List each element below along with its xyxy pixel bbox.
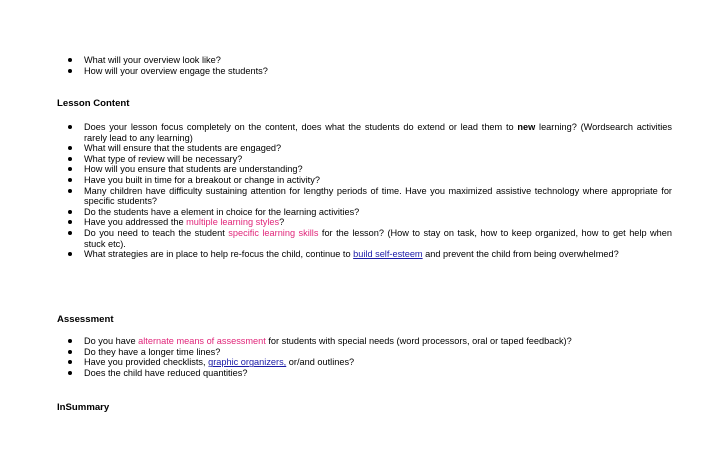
lesson-content-heading: Lesson Content xyxy=(57,98,130,109)
graphic-organizers-link[interactable]: graphic organizers, xyxy=(208,357,287,368)
list-item: What will ensure that the students are engaged? xyxy=(68,143,672,154)
list-item: Have you addressed the multiple learning styles? xyxy=(68,217,672,228)
bullet-icon xyxy=(68,58,72,62)
lesson-content-list xyxy=(68,122,672,260)
bullet-icon xyxy=(68,210,72,214)
bullet-icon xyxy=(68,339,72,343)
specific-learning-skills-highlight: specific learning skills xyxy=(228,227,319,238)
list-item: Does the child have reduced quantities? xyxy=(68,368,672,379)
bullet-icon xyxy=(68,69,72,73)
summary-heading: InSummary xyxy=(57,402,110,413)
bullet-icon xyxy=(68,157,72,161)
list-item: Does your lesson focus completely on the content, does what the students do extend or lead them to new learning? (Wordsearch activities rarely lead to any learning) xyxy=(68,122,672,143)
list-item: Do you need to teach the student specific learning skills for the lesson? (How to stay on task, how to keep organized, how to get help when stuck etc). xyxy=(68,228,672,249)
list-item: Do the students have a element in choice for the learning activities? xyxy=(68,207,672,218)
list-item: What type of review will be necessary? xyxy=(68,154,672,165)
bullet-icon xyxy=(68,360,72,364)
list-item: What strategies are in place to help re-focus the child, continue to build self-esteem and prevent the child from being overwhelmed? xyxy=(68,249,672,260)
list-item: Do they have a longer time lines? xyxy=(68,347,672,358)
bullet-icon xyxy=(68,371,72,375)
list-item: Have you provided checklists, graphic organizers, or/and outlines? xyxy=(68,357,672,368)
list-item: What will your overview look like? xyxy=(68,55,672,66)
bullet-icon xyxy=(68,167,72,171)
assessment-list xyxy=(68,336,672,378)
list-item: Many children have difficulty sustaining attention for lengthy periods of time. Have you maximized assistive technology where appropriate for specific students? xyxy=(68,186,672,207)
intro-list xyxy=(68,55,672,76)
bullet-icon xyxy=(68,252,72,256)
build-self-esteem-link[interactable]: build self-esteem xyxy=(353,249,423,260)
bullet-icon xyxy=(68,125,72,129)
list-item: How will you ensure that students are understanding? xyxy=(68,164,672,175)
bullet-icon xyxy=(68,178,72,182)
list-item: How will your overview engage the students? xyxy=(68,66,672,77)
alternate-assessment-highlight: alternate means of assessment xyxy=(138,336,266,346)
bullet-icon xyxy=(68,350,72,354)
bullet-icon xyxy=(68,220,72,224)
list-item: Do you have alternate means of assessment for students with special needs (word processors, oral or taped feedback)? xyxy=(68,336,672,347)
assessment-heading: Assessment xyxy=(57,314,114,325)
bullet-icon xyxy=(68,146,72,150)
bullet-icon xyxy=(68,189,72,193)
bullet-icon xyxy=(68,231,72,235)
multiple-learning-styles-highlight: multiple learning styles xyxy=(186,217,280,228)
list-item: Have you built in time for a breakout or change in activity? xyxy=(68,175,672,186)
